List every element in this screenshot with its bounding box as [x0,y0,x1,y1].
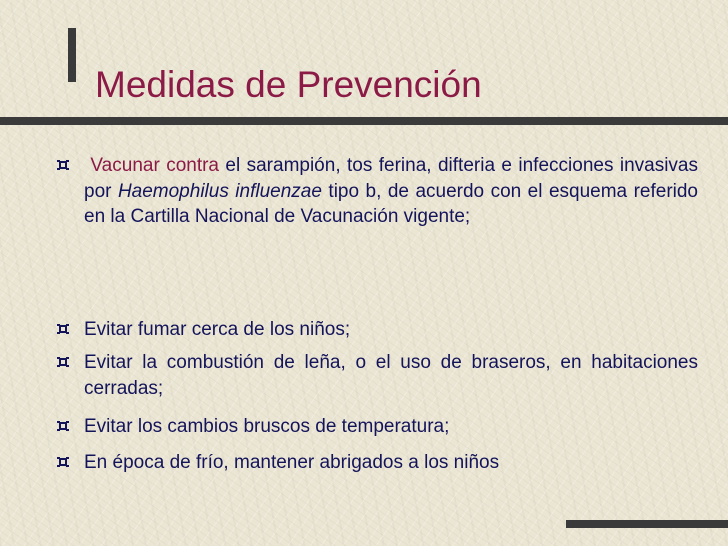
bullet-item-smoking [84,317,698,343]
square-bullet-icon [57,323,69,335]
bullet-italic-text: Haemophilus influenzae [117,180,322,202]
bullet-text: Evitar la combustión de leña, o el uso de braseros, en habitaciones cerradas; [84,352,698,399]
square-bullet-icon [57,420,69,432]
bullet-text: En época de frío, mantener abrigados a los niños [84,452,500,473]
bullet-highlight: Vacunar contra [90,155,219,176]
bullet-item-vaccination [84,153,698,230]
bullet-item-cold-season [84,450,698,476]
bullet-text: Evitar fumar cerca de los niños; [84,319,351,340]
square-bullet-icon [57,356,69,368]
bullet-text: el sarampión, tos ferina, difteria e infecciones invasivas por [84,155,699,202]
square-bullet-icon [57,456,69,468]
bullet-text-after: tipo b, de acuerdo con el esquema referido en la Cartilla Nacional de Vacunación vigente; [84,180,698,228]
square-bullet-icon [57,159,69,171]
bullet-item-combustion [84,350,698,401]
bullet-text: Evitar los cambios bruscos de temperatura; [84,416,450,437]
bullet-item-temperature [84,414,698,440]
slide-title: Medidas de Prevención [95,64,482,105]
